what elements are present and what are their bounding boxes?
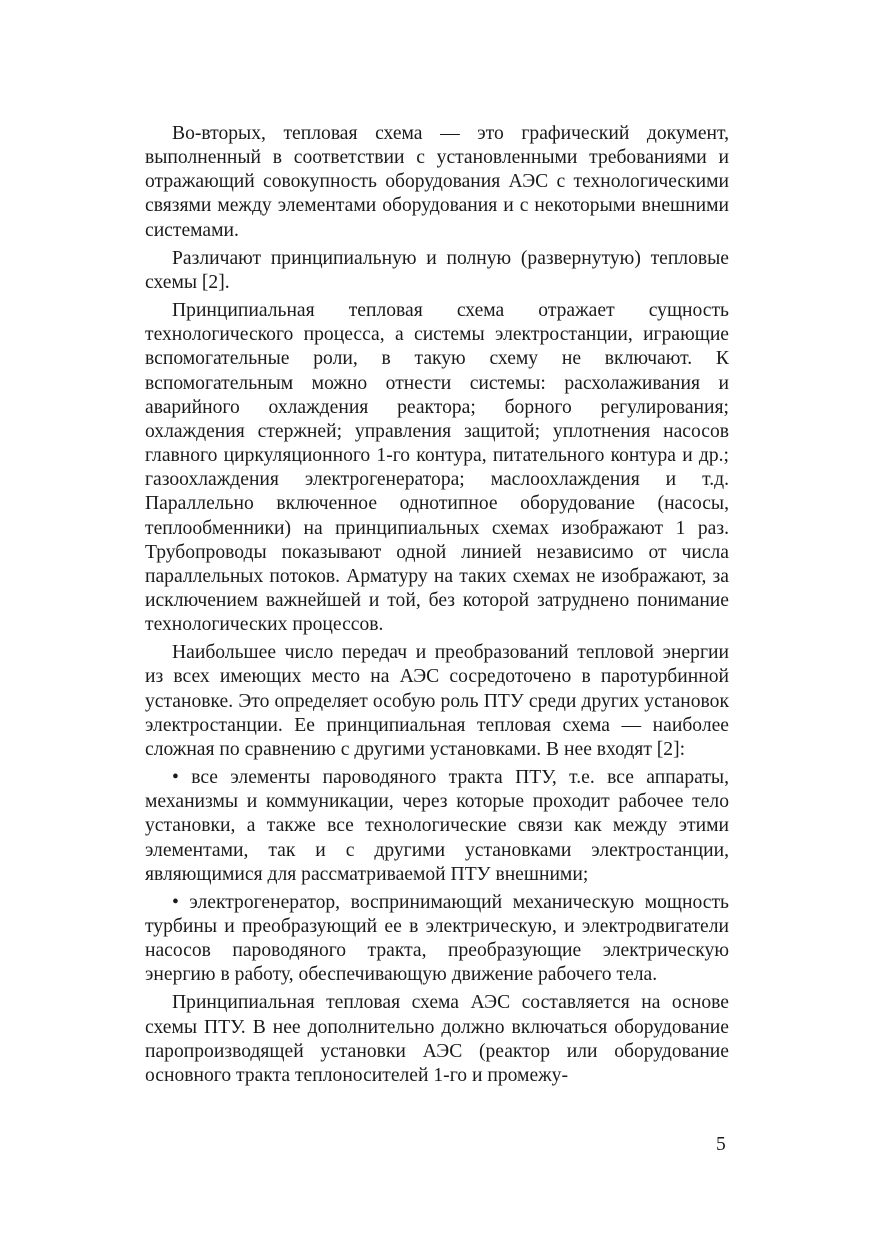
paragraph-npp-scheme: Принципиальная тепловая схема АЭС составляется на основе схемы ПТУ. В нее дополнительно должно включаться оборудование паропроизводящей установки АЭС (реактор или оборудование основного тракта теплоносителей 1-го и промежу- [145, 992, 729, 1086]
paragraph-types: Различают принципиальную и полную (развернутую) тепловые схемы [2]. [145, 247, 729, 293]
paragraph-principal-scheme: Принципиальная тепловая схема отражает сущность технологического процесса, а системы электростанции, играющие вспомогательные роли, в такую схему не включают. К вспомогательным можно отнести системы: расхолаживания и аварийного охлаждения реактора; борного регулирования; охлаждения стержней; управления защитой; уплотнения насосов главного циркуляционного 1-го контура, питательного контура и др.; газоохлаждения электрогенератора; маслоохлаждения и т.д. Параллельно включенное однотипное оборудование (насосы, теплообменники) на принципиальных схемах изображают 1 раз. Трубопроводы показывают одной линией независимо от числа параллельных потоков. Арматуру на таких схемах не изображают, за исключением важнейшей и той, без которой затруднено понимание технологических процессов. [145, 300, 729, 636]
paragraph-definition: Во-вторых, тепловая схема — это графический документ, выполненный в соответствии с установленными требованиями и отражающий совокупность оборудования АЭС с технологическими связями между элементами оборудования и с некоторыми внешними системами. [145, 123, 729, 241]
paragraph-turbine-plant: Наибольшее число передач и преобразований тепловой энергии из всех имеющих место на АЭС сосредоточено в паротурбинной установке. Это определяет особую роль ПТУ среди других установок электростанции. Ее принципиальная тепловая схема — наиболее сложная по сравнению с другими установками. В нее входят [2]: [145, 642, 729, 760]
page-number: 5 [716, 1134, 726, 1155]
list-item-steam-water-tract: • все элементы пароводяного тракта ПТУ, т.е. все аппараты, механизмы и коммуникации, через которые проходит рабочее тело установки, а также все технологические связи как между этими элементами, так и с другими установками электростанции, являющимися для рассматриваемой ПТУ внешними; [145, 767, 729, 885]
list-item-generator: • электрогенератор, воспринимающий механическую мощность турбины и преобразующий ее в электрическую, и электродвигатели насосов пароводяного тракта, преобразующие электрическую энергию в работу, обеспечивающую движение рабочего тела. [145, 891, 729, 986]
page-body [145, 122, 729, 1088]
